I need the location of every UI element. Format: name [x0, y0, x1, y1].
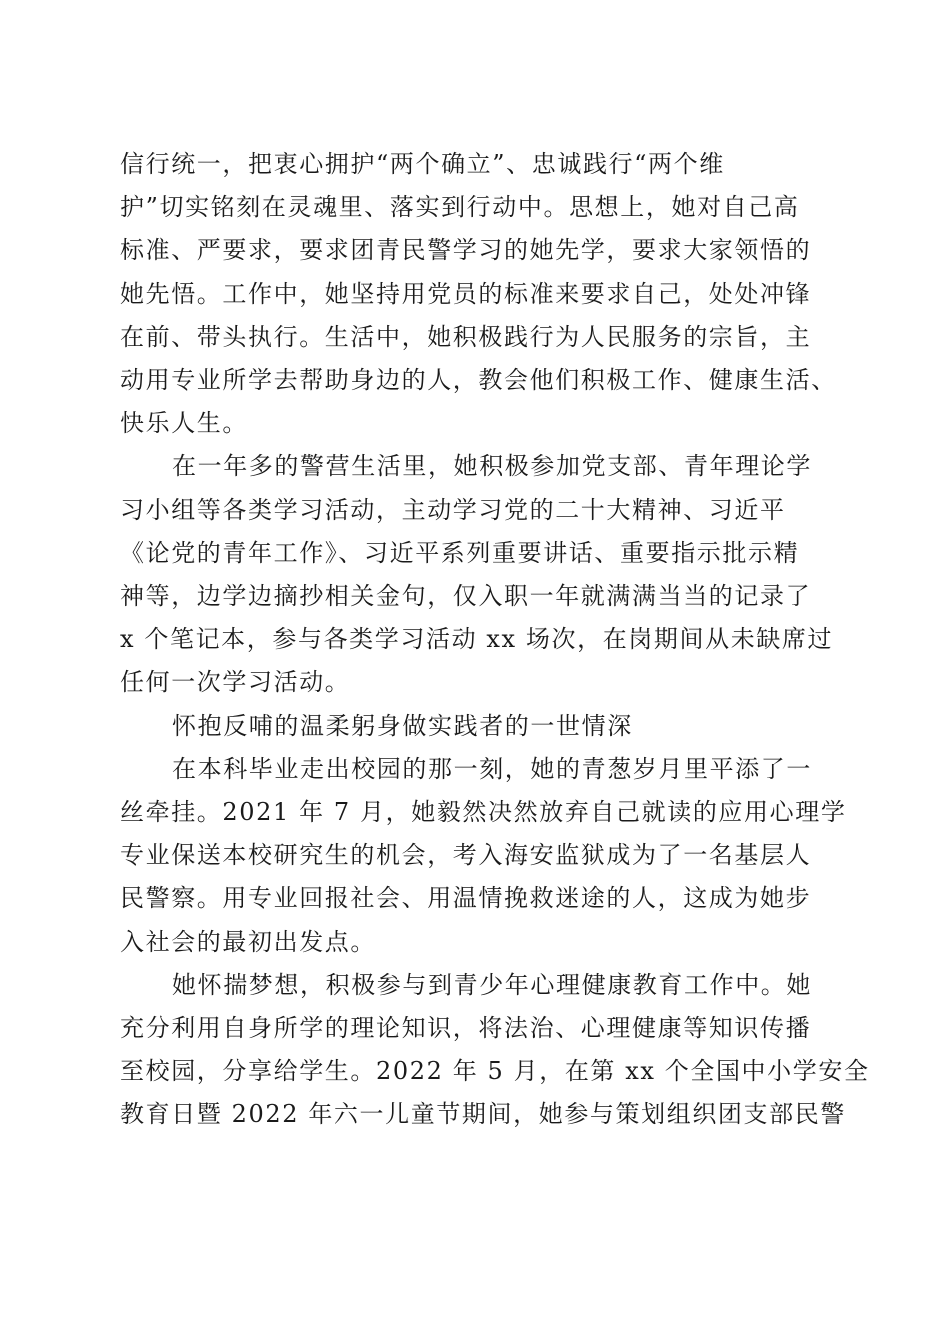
text-line: 任何一次学习活动。 — [120, 668, 351, 697]
text-line: 入社会的最初出发点。 — [120, 927, 376, 956]
text-line: 《论党的青年工作》、习近平系列重要讲话、重要指示批示精 — [120, 538, 800, 567]
text-line: 教育日暨 2022 年六一儿童节期间，她参与策划组织团支部民警 — [120, 1100, 846, 1129]
text-line: 民警察。用专业回报社会、用温情挽救迷途的人，这成为她步 — [120, 884, 812, 913]
text-line: 在本科毕业走出校园的那一刻，她的青葱岁月里平添了一 — [172, 754, 812, 783]
text-line: 在前、带头执行。生活中，她积极践行为人民服务的宗旨，主 — [120, 322, 812, 351]
text-line: 她先悟。工作中，她坚持用党员的标准来要求自己，处处冲锋 — [120, 279, 812, 308]
text-line: 标准、严要求，要求团青民警学习的她先学，要求大家领悟的 — [120, 236, 812, 265]
text-line: 习小组等各类学习活动，主动学习党的二十大精神、习近平 — [120, 495, 786, 524]
text-line: 在一年多的警营生活里，她积极参加党支部、青年理论学 — [172, 452, 812, 481]
paragraph-4 — [120, 964, 870, 1137]
text-line: 信行统一，把衷心拥护“两个确立”、忠诚践行“两个维 — [120, 150, 725, 178]
text-line: x 个笔记本，参与各类学习活动 xx 场次，在岗期间从未缺席过 — [120, 625, 834, 654]
heading-line: 怀抱反哺的温柔躬身做实践者的一世情深 — [172, 711, 633, 740]
text-line: 动用专业所学去帮助身边的人，教会他们积极工作、健康生活、 — [120, 366, 837, 395]
paragraph-2 — [120, 445, 840, 704]
text-line: 至校园，分享给学生。2022 年 5 月，在第 xx 个全国中小学安全 — [120, 1057, 870, 1086]
document-body — [120, 143, 870, 1137]
paragraph-3 — [120, 748, 847, 964]
paragraph-1 — [120, 143, 840, 445]
text-line: 充分利用自身所学的理论知识，将法治、心理健康等知识传播 — [120, 1014, 812, 1043]
text-line: 她怀揣梦想，积极参与到青少年心理健康教育工作中。她 — [172, 970, 812, 999]
text-line: 丝牵挂。2021 年 7 月，她毅然决然放弃自己就读的应用心理学 — [120, 798, 847, 827]
text-line: 护”切实铭刻在灵魂里、落实到行动中。思想上，她对自己高 — [120, 193, 800, 222]
text-line: 快乐人生。 — [120, 409, 248, 438]
text-line: 专业保送本校研究生的机会，考入海安监狱成为了一名基层人 — [120, 841, 812, 870]
text-line: 神等，边学边摘抄相关金句，仅入职一年就满满当当的记录了 — [120, 582, 812, 611]
section-heading — [120, 705, 840, 748]
